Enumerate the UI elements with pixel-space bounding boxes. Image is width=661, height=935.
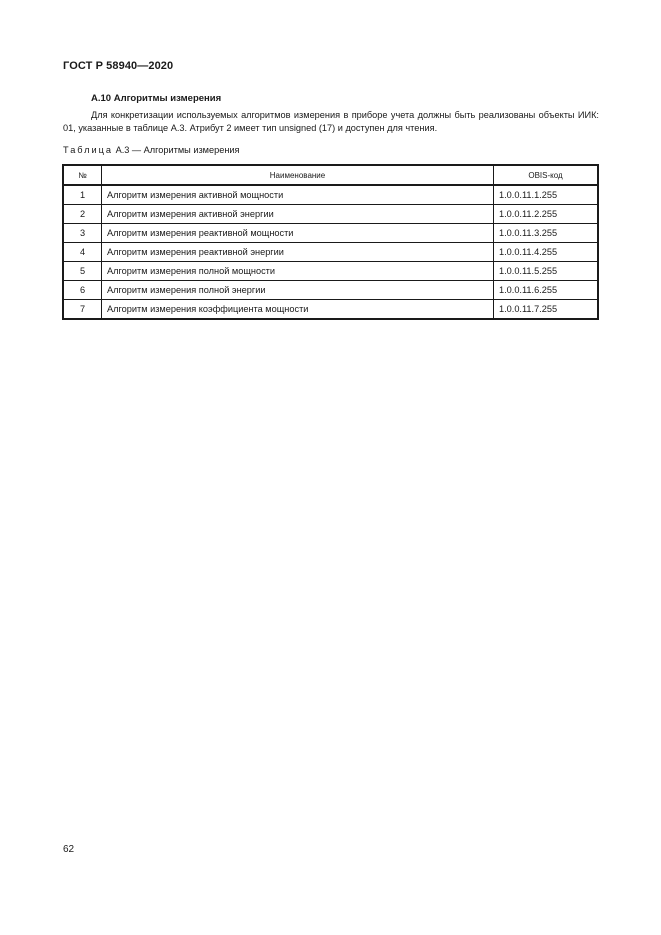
row-number: 2 <box>63 205 102 224</box>
row-name: Алгоритм измерения реактивной мощности <box>102 224 494 243</box>
algorithms-table <box>62 164 599 320</box>
table-caption-prefix: Таблица <box>63 145 114 155</box>
section-paragraph: Для конкретизации используемых алгоритмов измерения в приборе учета должны быть реализованы объекты ИИК: 01, указанные в таблице А.3. Атрибут 2 имеет тип unsigned (17) и доступен для чтения. <box>63 110 599 133</box>
table-caption <box>63 145 240 155</box>
row-obis-code: 1.0.0.11.6.255 <box>494 281 599 300</box>
row-obis-code: 1.0.0.11.2.255 <box>494 205 599 224</box>
table-row <box>63 185 598 205</box>
row-name: Алгоритм измерения активной мощности <box>102 185 494 205</box>
row-number: 3 <box>63 224 102 243</box>
table-caption-title: А.3 — Алгоритмы измерения <box>113 145 240 155</box>
row-name: Алгоритм измерения полной мощности <box>102 262 494 281</box>
row-name: Алгоритм измерения коэффициента мощности <box>102 300 494 320</box>
table-row <box>63 224 598 243</box>
table-header-row <box>63 165 598 185</box>
header-name: Наименование <box>102 165 494 185</box>
table-row <box>63 205 598 224</box>
row-obis-code: 1.0.0.11.5.255 <box>494 262 599 281</box>
table-row <box>63 262 598 281</box>
row-number: 1 <box>63 185 102 205</box>
header-number: № <box>63 165 102 185</box>
row-number: 5 <box>63 262 102 281</box>
row-number: 6 <box>63 281 102 300</box>
page-number: 62 <box>63 844 75 855</box>
row-obis-code: 1.0.0.11.7.255 <box>494 300 599 320</box>
table-row <box>63 281 598 300</box>
row-name: Алгоритм измерения реактивной энергии <box>102 243 494 262</box>
row-name: Алгоритм измерения полной энергии <box>102 281 494 300</box>
section-title: А.10 Алгоритмы измерения <box>91 93 222 104</box>
document-header: ГОСТ Р 58940—2020 <box>63 60 174 72</box>
row-name: Алгоритм измерения активной энергии <box>102 205 494 224</box>
row-obis-code: 1.0.0.11.1.255 <box>494 185 599 205</box>
row-number: 4 <box>63 243 102 262</box>
header-obis-code: OBIS-код <box>494 165 599 185</box>
table-row <box>63 300 598 320</box>
table-row <box>63 243 598 262</box>
row-obis-code: 1.0.0.11.3.255 <box>494 224 599 243</box>
row-obis-code: 1.0.0.11.4.255 <box>494 243 599 262</box>
row-number: 7 <box>63 300 102 320</box>
